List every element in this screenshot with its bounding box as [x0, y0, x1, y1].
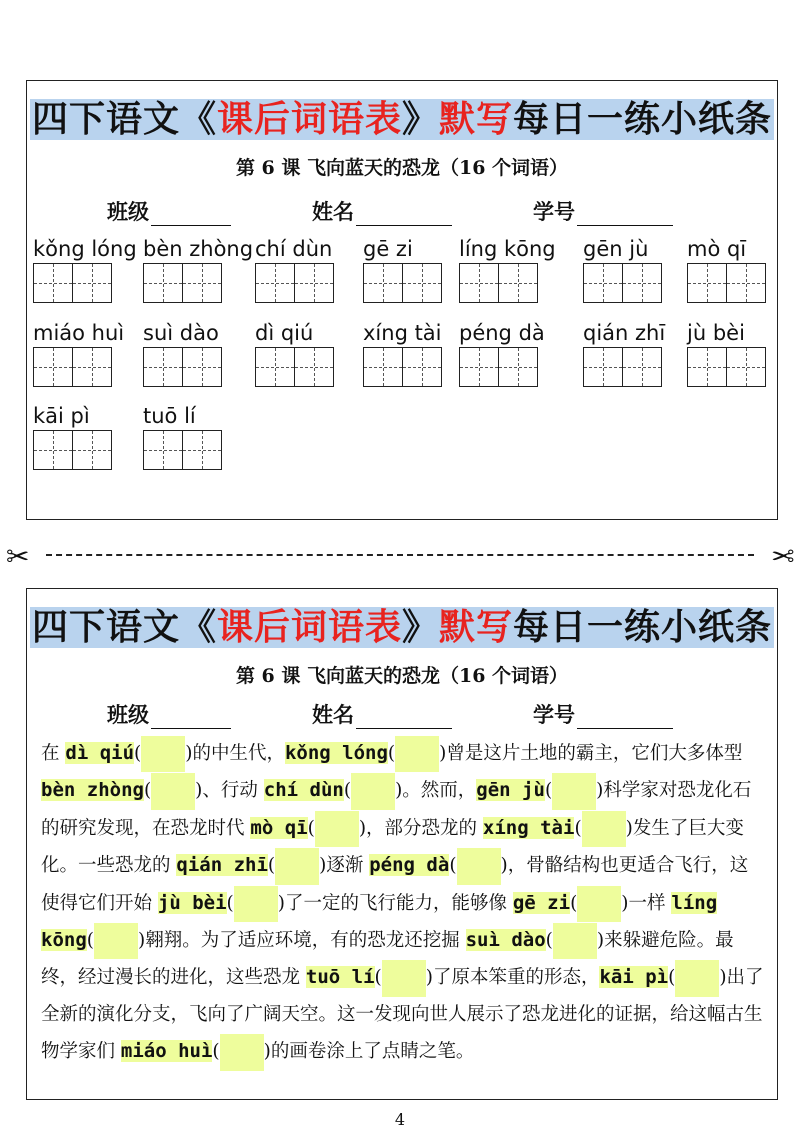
passage-text: ( — [544, 780, 553, 802]
passage-text: )、行动 — [195, 780, 264, 802]
student-info-fields — [27, 196, 777, 226]
passage-text: ( — [570, 892, 578, 914]
passage-text: ( — [343, 780, 352, 802]
scissors-icon: ✂ — [770, 540, 794, 573]
word-pinyin: xíng tài — [363, 321, 442, 345]
pinyin-prompt: kǒng lóng — [284, 742, 388, 764]
worksheet-card-passage — [26, 588, 778, 1100]
tianzige-grid — [459, 347, 545, 387]
answer-blank[interactable] — [457, 848, 501, 884]
tianzige-grid — [33, 347, 124, 387]
write-cell[interactable] — [294, 263, 334, 303]
tianzige-grid — [363, 347, 442, 387]
passage-text: ) — [319, 855, 327, 877]
name-field[interactable]: 姓名 — [312, 196, 452, 226]
answer-blank[interactable] — [141, 736, 185, 772]
tianzige-grid — [33, 430, 110, 470]
write-cell[interactable] — [459, 347, 499, 387]
tianzige-grid — [33, 263, 137, 303]
name-field[interactable]: 姓名 — [312, 699, 452, 729]
write-cell[interactable] — [402, 347, 442, 387]
answer-blank[interactable] — [382, 960, 426, 996]
passage-text: 在 — [41, 743, 66, 764]
passage-text: 翱翔。为了适应环境，有的恐龙还挖掘 — [145, 930, 466, 952]
write-cell[interactable] — [33, 430, 73, 470]
tianzige-grid — [143, 263, 253, 303]
write-cell[interactable] — [294, 347, 334, 387]
word-pinyin: gēn jù — [583, 237, 649, 261]
worksheet-title: 四下语文《课后词语表》默写每日一练小纸条 — [31, 607, 773, 648]
word-pinyin: péng dà — [459, 321, 545, 345]
answer-blank[interactable] — [275, 848, 319, 884]
write-cell[interactable] — [402, 263, 442, 303]
pinyin-prompt: mò qī — [250, 816, 308, 839]
write-cell[interactable] — [726, 263, 766, 303]
word-pinyin: jù bèi — [687, 321, 745, 345]
answer-blank[interactable] — [351, 773, 395, 809]
write-cell[interactable] — [33, 263, 73, 303]
write-cell[interactable] — [182, 263, 222, 303]
write-cell[interactable] — [72, 347, 112, 387]
tianzige-grid — [143, 347, 220, 387]
write-cell[interactable] — [255, 263, 295, 303]
write-cell[interactable] — [72, 263, 112, 303]
word-item — [255, 237, 332, 303]
pinyin-prompt: péng dà — [369, 854, 450, 877]
passage-text: )来躲避危险。最终， — [41, 930, 734, 989]
word-item — [687, 321, 764, 387]
answer-blank[interactable] — [94, 923, 138, 959]
write-cell[interactable] — [363, 263, 403, 303]
passage-text: 逐渐 — [326, 855, 370, 877]
passage-text: ( — [143, 780, 152, 802]
passage-text: )发生了巨大变化。一些恐龙的 — [41, 817, 744, 877]
write-cell[interactable] — [726, 347, 766, 387]
write-cell[interactable] — [182, 347, 222, 387]
answer-blank[interactable] — [552, 773, 596, 809]
pinyin-prompt: líng kōng — [41, 891, 718, 952]
tianzige-grid — [143, 430, 220, 470]
tianzige-grid — [459, 263, 556, 303]
word-item — [143, 321, 220, 387]
passage-text: ( — [545, 930, 553, 952]
passage-text: )出了全新的演化分支，飞向了广阔天空。这一发现向世人展示了恐龙进化 — [41, 967, 764, 1025]
passage-text: ( — [134, 743, 142, 764]
answer-blank[interactable] — [220, 1034, 264, 1070]
tianzige-grid — [583, 263, 660, 303]
pinyin-prompt: qián zhī — [176, 854, 268, 877]
pinyin-prompt: jù bèi — [157, 891, 227, 914]
word-item — [143, 237, 253, 303]
word-item — [459, 237, 556, 303]
passage-text: )曾是这片土地的霸主， — [439, 743, 632, 764]
passage-text: )。然而， — [395, 780, 477, 802]
write-cell[interactable] — [498, 263, 538, 303]
passage-text: ( — [212, 1041, 220, 1063]
passage-text: )的中生代， — [185, 743, 285, 764]
word-item — [363, 321, 442, 387]
pinyin-prompt: chí dùn — [263, 779, 344, 802]
pinyin-prompt: miáo huì — [120, 1040, 213, 1063]
tianzige-grid — [363, 263, 440, 303]
answer-blank[interactable] — [315, 811, 359, 847]
cut-line — [6, 540, 794, 573]
pinyin-prompt: suì dào — [465, 929, 546, 952]
passage-text: )了一定的飞行能力，能够像 — [277, 892, 513, 914]
passage-text: ( — [449, 855, 457, 877]
passage-text: ( — [574, 817, 582, 839]
word-pinyin: tuō lí — [143, 404, 196, 428]
passage-text: )科学家对恐龙化石的研究发现，在恐龙时代 — [41, 780, 752, 839]
passage-text: ( — [226, 892, 234, 914]
word-pinyin: líng kōng — [459, 237, 556, 261]
word-item — [583, 321, 665, 387]
tianzige-grid — [687, 347, 764, 387]
scissors-icon: ✂ — [6, 540, 30, 573]
pinyin-prompt: gēn jù — [476, 779, 545, 802]
worksheet-title: 四下语文《课后词语表》默写每日一练小纸条 — [31, 99, 773, 140]
passage-text: ( — [668, 967, 676, 989]
passage-text: ( — [307, 817, 315, 839]
word-item — [255, 321, 332, 387]
passage-text: 它们大多体型 — [631, 743, 743, 764]
pinyin-prompt: xíng tài — [482, 816, 575, 839]
passage-text: 恐龙的 — [421, 817, 483, 839]
student-id-field[interactable]: 学号 — [533, 699, 673, 729]
word-item — [687, 237, 764, 303]
word-pinyin: suì dào — [143, 321, 219, 345]
write-cell[interactable] — [33, 347, 73, 387]
word-pinyin: kǒng lóng — [33, 237, 137, 261]
passage-text: 经过漫长的进化，这些恐龙 — [78, 967, 306, 989]
write-cell[interactable] — [622, 263, 662, 303]
passage-text: ( — [374, 967, 382, 989]
write-cell[interactable] — [687, 263, 727, 303]
passage-text: )一样 — [621, 892, 672, 914]
class-field[interactable]: 班级 — [107, 196, 231, 226]
word-item — [363, 237, 440, 303]
write-cell[interactable] — [459, 263, 499, 303]
pinyin-prompt: dì qiú — [65, 742, 135, 764]
pinyin-prompt: bèn zhòng — [41, 779, 144, 802]
page-number: 4 — [394, 1110, 406, 1129]
tianzige-grid — [255, 263, 332, 303]
write-cell[interactable] — [583, 263, 623, 303]
write-cell[interactable] — [255, 347, 295, 387]
answer-blank[interactable] — [675, 960, 719, 996]
write-cell[interactable] — [143, 347, 183, 387]
answer-blank[interactable] — [553, 923, 597, 959]
word-item — [459, 321, 545, 387]
pinyin-prompt: tuō lí — [305, 966, 375, 989]
write-cell[interactable] — [72, 430, 112, 470]
passage-text: ( — [86, 930, 94, 952]
fill-in-passage — [41, 735, 765, 1071]
word-pinyin: bèn zhòng — [143, 237, 254, 261]
write-cell[interactable] — [583, 347, 623, 387]
write-cell[interactable] — [143, 263, 183, 303]
tianzige-grid — [255, 347, 332, 387]
passage-text: )的画卷涂上了点睛之笔。 — [263, 1041, 475, 1063]
word-pinyin: chí dùn — [255, 237, 333, 261]
word-item — [583, 237, 660, 303]
passage-text: 的证据，给这幅古生物学家们 — [41, 1003, 763, 1063]
answer-blank[interactable] — [395, 736, 439, 772]
answer-blank[interactable] — [151, 773, 195, 809]
lesson-subtitle: 第 6 课 飞向蓝天的恐龙（16 个词语） — [235, 157, 569, 179]
tianzige-grid — [687, 263, 764, 303]
word-pinyin: kāi pì — [33, 404, 90, 428]
word-pinyin: miáo huì — [33, 321, 125, 345]
class-field[interactable]: 班级 — [107, 699, 231, 729]
write-cell[interactable] — [363, 347, 403, 387]
worksheet-card-grid — [26, 80, 778, 520]
write-cell[interactable] — [143, 430, 183, 470]
word-pinyin: mò qī — [687, 237, 747, 261]
answer-blank[interactable] — [582, 811, 626, 847]
passage-text: )了原本笨重的形态， — [425, 967, 600, 989]
word-item — [143, 404, 220, 470]
tianzige-grid — [583, 347, 665, 387]
passage-text: )，骨骼结构也更适合飞行，这使得它们开始 — [41, 855, 749, 914]
passage-text: ( — [387, 743, 396, 764]
pinyin-prompt: kāi pì — [599, 966, 669, 989]
word-item — [33, 321, 124, 387]
passage-text: ( — [267, 855, 276, 877]
word-pinyin: gē zi — [363, 237, 413, 261]
word-pinyin: dì qiú — [255, 321, 314, 345]
word-item — [33, 237, 137, 303]
lesson-subtitle: 第 6 课 飞向蓝天的恐龙（16 个词语） — [235, 665, 569, 687]
word-item — [33, 404, 110, 470]
pinyin-prompt: gē zi — [512, 891, 571, 914]
word-pinyin: qián zhī — [583, 321, 666, 345]
write-cell[interactable] — [498, 347, 538, 387]
write-cell[interactable] — [687, 347, 727, 387]
student-id-field[interactable]: 学号 — [533, 196, 673, 226]
passage-text: )，部分 — [358, 817, 422, 839]
write-cell[interactable] — [182, 430, 222, 470]
student-info-fields — [27, 699, 777, 729]
answer-blank[interactable] — [577, 886, 621, 922]
dashed-divider — [46, 554, 754, 556]
answer-blank[interactable] — [234, 886, 278, 922]
passage-text: ) — [137, 930, 146, 952]
write-cell[interactable] — [622, 347, 662, 387]
